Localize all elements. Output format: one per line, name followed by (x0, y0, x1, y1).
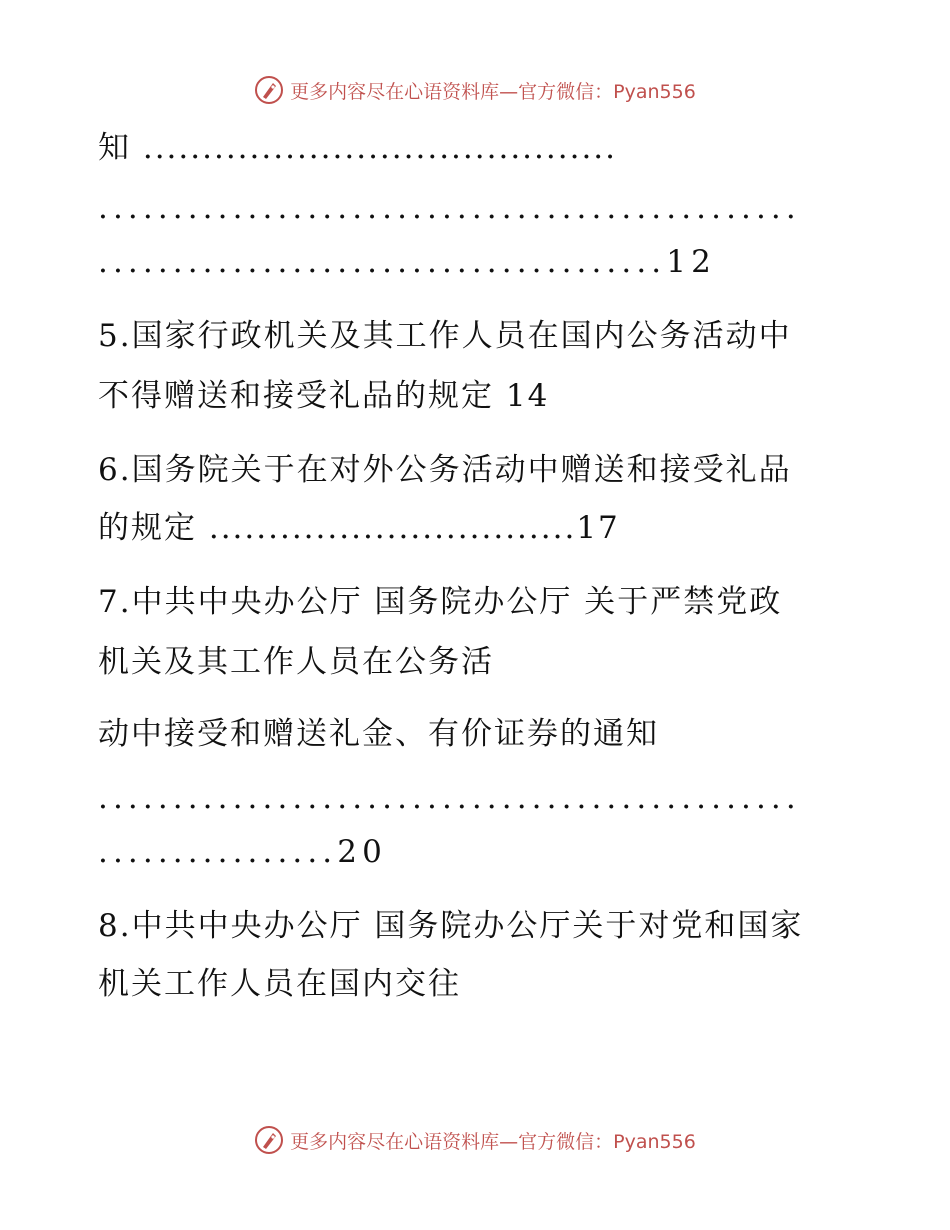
toc-line: 的规定 ...............................17 (98, 510, 620, 546)
toc-line: 动中接受和赠送礼金、有价证券的通知 (98, 716, 659, 752)
toc-entry-5[interactable]: 5.国家行政机关及其工作人员在国内公务活动中 (98, 318, 792, 354)
toc-entry-6[interactable]: 6.国务院关于在对外公务活动中赠送和接受礼品 (98, 452, 792, 488)
toc-line: ............................................... (98, 780, 801, 816)
toc-line: 机关及其工作人员在公务活 (98, 644, 494, 680)
pen-nib-icon (254, 75, 284, 105)
toc-line: ............................................... (98, 190, 801, 226)
watermark-text: 更多内容尽在心语资料库—官方微信：Pyan556 (290, 80, 696, 103)
header-watermark (0, 70, 950, 110)
toc-entry-8[interactable]: 8.中共中央办公厅 国务院办公厅关于对党和国家 (98, 908, 804, 944)
toc-entry-7[interactable]: 7.中共中央办公厅 国务院办公厅 关于严禁党政 (98, 584, 783, 620)
watermark-text: 更多内容尽在心语资料库—官方微信：Pyan556 (290, 1130, 696, 1153)
toc-line: 知 ........................................ (98, 130, 618, 166)
pen-nib-icon (254, 1125, 284, 1155)
toc-line: 机关工作人员在国内交往 (98, 966, 461, 1002)
footer-watermark (0, 1120, 950, 1160)
toc-line: 不得赠送和接受礼品的规定 14 (98, 378, 550, 414)
toc-line: ......................................12 (98, 244, 716, 280)
toc-line: ................20 (98, 834, 387, 870)
